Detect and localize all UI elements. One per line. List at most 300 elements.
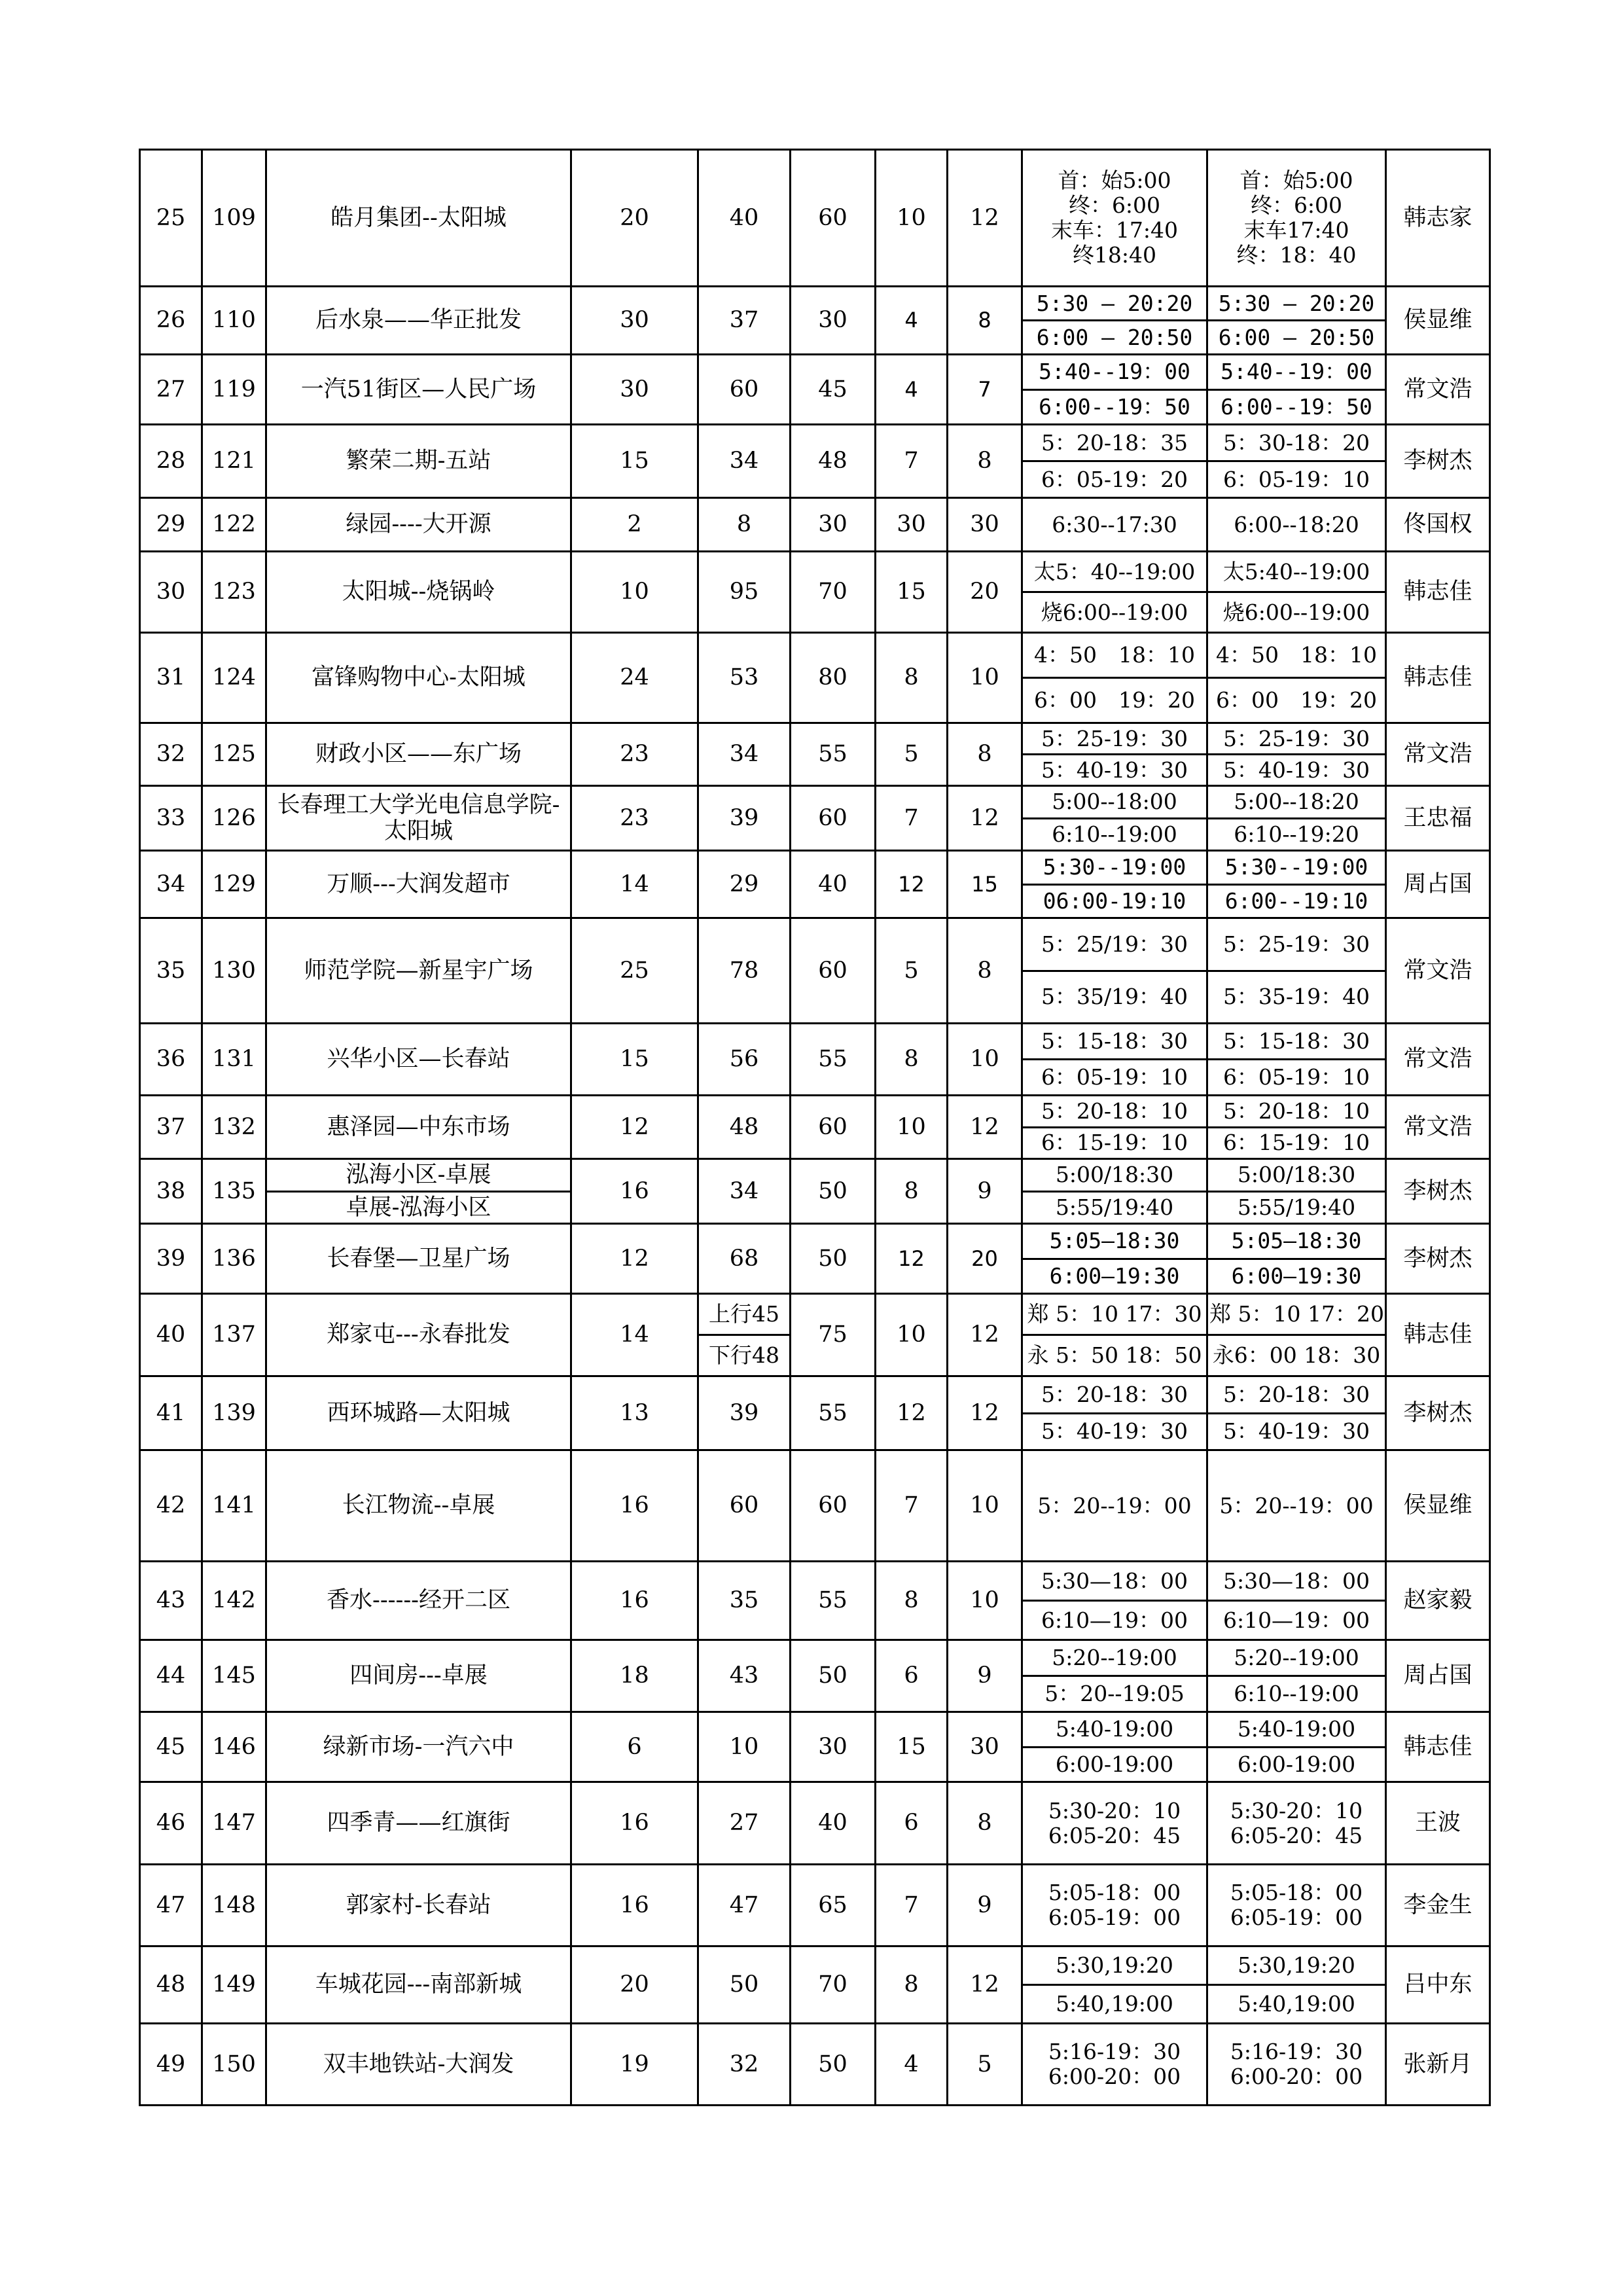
- schedule-line: 5:30,19:20: [1238, 1952, 1355, 1979]
- value-c: 30: [791, 1712, 876, 1782]
- value-d: 8: [876, 1024, 948, 1096]
- row-number: 26: [140, 287, 202, 355]
- schedule-line: 5:30--19:00: [1043, 854, 1186, 880]
- value-e: 20: [948, 552, 1022, 633]
- schedule-a: [1022, 1782, 1207, 1865]
- value-e: 8: [948, 425, 1022, 498]
- value-c: 60: [791, 150, 876, 287]
- schedule-line: 5：35/19：40: [1023, 971, 1206, 1022]
- person-in-charge: 李金生: [1386, 1865, 1490, 1946]
- value-a: 16: [571, 1450, 698, 1562]
- schedule-line: 5：20-18：30: [1222, 1381, 1370, 1407]
- row-number: 34: [140, 851, 202, 918]
- schedule-line: 6：00 19：20: [1208, 678, 1385, 723]
- value-d: 12: [876, 851, 948, 918]
- person-in-charge: 常文浩: [1386, 355, 1490, 425]
- schedule-line: 5:05—18:30: [1231, 1228, 1362, 1254]
- value-c: 30: [791, 287, 876, 355]
- schedule-b: [1207, 786, 1386, 851]
- schedule-line: 6:00-20：00: [1230, 2064, 1363, 2089]
- schedule-a: [1022, 552, 1207, 633]
- schedule-line: 5：25-19：30: [1222, 725, 1370, 751]
- value-d: 12: [876, 1224, 948, 1294]
- schedule-b: [1207, 2024, 1386, 2106]
- value-b: 上行45: [709, 1301, 779, 1327]
- line-number: 146: [202, 1712, 266, 1782]
- value-d: 4: [876, 287, 948, 355]
- schedule-a: [1022, 633, 1207, 723]
- value-d: 12: [876, 1376, 948, 1450]
- value-e: 5: [948, 2024, 1022, 2106]
- table-row: [140, 1224, 1490, 1294]
- schedule-line: 5:30-20：10: [1230, 1797, 1363, 1823]
- route-name: 西环城路—太阳城: [266, 1376, 571, 1450]
- line-number: 131: [202, 1024, 266, 1096]
- value-c: 45: [791, 355, 876, 425]
- route-name: 一汽51街区—人民广场: [266, 355, 571, 425]
- row-number: 46: [140, 1782, 202, 1865]
- value-e: 30: [948, 498, 1022, 552]
- value-b: 8: [698, 498, 791, 552]
- route-name: 万顺---大润发超市: [266, 851, 571, 918]
- schedule-line: 烧6:00--19:00: [1208, 592, 1385, 632]
- schedule-line: 5：35-19：40: [1208, 971, 1385, 1022]
- value-c: 50: [791, 1159, 876, 1224]
- value-e: 12: [948, 1096, 1022, 1159]
- schedule-line: 郑 5：10 17：30: [1027, 1301, 1202, 1327]
- route-cell: [266, 1159, 571, 1224]
- schedule-line: 5:40,19:00: [1208, 1985, 1385, 2023]
- person-in-charge: 吕中东: [1386, 1946, 1490, 2024]
- value-a: 30: [571, 355, 698, 425]
- schedule-a: [1022, 287, 1207, 355]
- schedule-line: 5:55/19:40: [1023, 1191, 1206, 1223]
- value-d: 4: [876, 2024, 948, 2106]
- schedule-b: [1207, 1865, 1386, 1946]
- schedule-b: [1207, 723, 1386, 786]
- schedule-line: 5:05-18：00: [1048, 1880, 1181, 1906]
- value-b: 34: [698, 723, 791, 786]
- value-b: 68: [698, 1224, 791, 1294]
- person-in-charge: 韩志佳: [1386, 633, 1490, 723]
- value-a: 10: [571, 552, 698, 633]
- value-c: 55: [791, 723, 876, 786]
- value-e: 9: [948, 1159, 1022, 1224]
- row-number: 36: [140, 1024, 202, 1096]
- table-row: [140, 851, 1490, 918]
- value-c: 48: [791, 425, 876, 498]
- schedule-b: [1207, 425, 1386, 498]
- table-row: [140, 552, 1490, 633]
- schedule-b: [1207, 1640, 1386, 1712]
- schedule-line: 5:30—18：00: [1041, 1568, 1188, 1594]
- line-number: 122: [202, 498, 266, 552]
- schedule-line: 5：40-19：30: [1208, 1413, 1385, 1449]
- schedule-line: 6:00 — 20:50: [1208, 321, 1385, 354]
- line-number: 148: [202, 1865, 266, 1946]
- schedule-line: 5:40--19：00: [1039, 359, 1190, 385]
- schedule-b: [1207, 1562, 1386, 1640]
- schedule-line: 5:40-19:00: [1237, 1716, 1356, 1742]
- schedule-line: 6:05-20：45: [1230, 1822, 1363, 1848]
- schedule-a: [1022, 723, 1207, 786]
- value-c: 75: [791, 1294, 876, 1376]
- route-name: 富锋购物中心-太阳城: [266, 633, 571, 723]
- bus-schedule-table: [139, 149, 1491, 2106]
- value-e: 7: [948, 355, 1022, 425]
- value-a: 16: [571, 1562, 698, 1640]
- value-e: 15: [948, 851, 1022, 918]
- schedule-b: [1207, 1024, 1386, 1096]
- schedule-line: 5:05—18:30: [1049, 1228, 1180, 1254]
- schedule-line: 5:30-20：10: [1048, 1797, 1181, 1823]
- schedule-line: 终：18：40: [1236, 242, 1357, 268]
- schedule-line: 5：25-19：30: [1222, 931, 1370, 957]
- table-row: [140, 1562, 1490, 1640]
- table-row: [140, 498, 1490, 552]
- line-number: 109: [202, 150, 266, 287]
- value-d: 30: [876, 498, 948, 552]
- value-c: 50: [791, 1640, 876, 1712]
- value-b-split: [698, 1294, 791, 1376]
- value-b: 60: [698, 1450, 791, 1562]
- value-d: 8: [876, 1562, 948, 1640]
- table-row: [140, 1946, 1490, 2024]
- value-e: 20: [948, 1224, 1022, 1294]
- schedule-line: 5:30 — 20:20: [1218, 290, 1375, 316]
- schedule-a: [1022, 918, 1207, 1024]
- person-in-charge: 王忠福: [1386, 786, 1490, 851]
- table-row: [140, 1782, 1490, 1865]
- schedule-line: 5：20--19：00: [1037, 1492, 1192, 1518]
- schedule-line: 郑 5：10 17：20: [1209, 1301, 1384, 1327]
- route-name: 繁荣二期-五站: [266, 425, 571, 498]
- schedule-a: [1022, 1562, 1207, 1640]
- value-b: 39: [698, 786, 791, 851]
- value-a: 13: [571, 1376, 698, 1450]
- value-e: 12: [948, 150, 1022, 287]
- schedule-line: 5：40-19：30: [1208, 755, 1385, 785]
- schedule-a: [1022, 1294, 1207, 1376]
- value-c: 40: [791, 1782, 876, 1865]
- value-c: 50: [791, 2024, 876, 2106]
- schedule-line: 6：05-19：10: [1208, 1060, 1385, 1095]
- schedule-line: 太5:40--19:00: [1222, 558, 1370, 584]
- schedule-b: [1207, 1946, 1386, 2024]
- row-number: 27: [140, 355, 202, 425]
- route-name: 财政小区——东广场: [266, 723, 571, 786]
- person-in-charge: 韩志佳: [1386, 1712, 1490, 1782]
- schedule-line: 5:30,19:20: [1056, 1952, 1173, 1979]
- value-d: 6: [876, 1640, 948, 1712]
- value-a: 23: [571, 723, 698, 786]
- row-number: 44: [140, 1640, 202, 1712]
- table-row: [140, 1096, 1490, 1159]
- value-b: 35: [698, 1562, 791, 1640]
- value-c: 55: [791, 1376, 876, 1450]
- schedule-line: 5：15-18：30: [1041, 1028, 1188, 1054]
- row-number: 48: [140, 1946, 202, 2024]
- schedule-line: 6：05-19：10: [1023, 1060, 1206, 1095]
- value-c: 70: [791, 552, 876, 633]
- value-b: 53: [698, 633, 791, 723]
- value-e: 10: [948, 1450, 1022, 1562]
- value-d: 5: [876, 723, 948, 786]
- line-number: 121: [202, 425, 266, 498]
- line-number: 125: [202, 723, 266, 786]
- value-d: 6: [876, 1782, 948, 1865]
- schedule-b: [1207, 1782, 1386, 1865]
- value-b: 27: [698, 1782, 791, 1865]
- schedule-b: [1207, 633, 1386, 723]
- value-d: 10: [876, 150, 948, 287]
- value-b: 37: [698, 287, 791, 355]
- value-c: 50: [791, 1224, 876, 1294]
- value-d: 10: [876, 1096, 948, 1159]
- schedule-line: 6：05-19：20: [1023, 461, 1206, 497]
- person-in-charge: 李树杰: [1386, 1224, 1490, 1294]
- value-a: 18: [571, 1640, 698, 1712]
- schedule-line: 6：15-19：10: [1208, 1127, 1385, 1158]
- value-d: 7: [876, 425, 948, 498]
- schedule-line: 6:00--19:10: [1208, 884, 1385, 917]
- person-in-charge: 侯显维: [1386, 1450, 1490, 1562]
- schedule-line: 5:30 — 20:20: [1036, 290, 1193, 316]
- value-e: 10: [948, 1562, 1022, 1640]
- schedule-line: 末车：17:40: [1050, 217, 1179, 243]
- schedule-line: 5:40-19:00: [1055, 1716, 1174, 1742]
- person-in-charge: 佟国权: [1386, 498, 1490, 552]
- schedule-b: [1207, 851, 1386, 918]
- table-row: [140, 1294, 1490, 1376]
- value-e: 10: [948, 633, 1022, 723]
- schedule-line: 5:00--18:20: [1234, 789, 1359, 815]
- schedule-line: 5：15-18：30: [1222, 1028, 1370, 1054]
- schedule-line: 5：25/19：30: [1041, 931, 1188, 957]
- value-c: 60: [791, 1450, 876, 1562]
- value-e: 10: [948, 1024, 1022, 1096]
- schedule-line: 永 5：50 18：50: [1023, 1335, 1206, 1376]
- schedule-line: 6:05-19：00: [1230, 1905, 1363, 1930]
- value-c: 30: [791, 498, 876, 552]
- schedule-b: [1207, 1294, 1386, 1376]
- route-name: 绿新市场-一汽六中: [266, 1712, 571, 1782]
- schedule-line: 5：40-19：30: [1023, 755, 1206, 785]
- schedule-line: 6:00--19：50: [1208, 389, 1385, 423]
- value-a: 20: [571, 1946, 698, 2024]
- schedule-b: [1207, 1450, 1386, 1562]
- value-c: 40: [791, 851, 876, 918]
- schedule-line: 5:16-19：30: [1048, 2039, 1181, 2065]
- schedule-line: 5：20-18：10: [1041, 1098, 1188, 1124]
- value-c: 70: [791, 1946, 876, 2024]
- table-row: [140, 1450, 1490, 1562]
- row-number: 32: [140, 723, 202, 786]
- schedule-line: 6:00—19:30: [1023, 1259, 1206, 1293]
- value-b: 50: [698, 1946, 791, 2024]
- schedule-line: 烧6:00--19:00: [1023, 592, 1206, 632]
- line-number: 130: [202, 918, 266, 1024]
- value-a: 16: [571, 1865, 698, 1946]
- schedule-line: 5:55/19:40: [1208, 1191, 1385, 1223]
- schedule-line: 5:20--19:00: [1234, 1645, 1359, 1671]
- schedule-line: 6:00--19：50: [1023, 389, 1206, 423]
- schedule-line: 5：30-18：20: [1222, 429, 1370, 456]
- schedule-line: 6:10—19：00: [1023, 1601, 1206, 1640]
- table-row: [140, 425, 1490, 498]
- schedule-a: [1022, 355, 1207, 425]
- schedule-line: 6：05-19：10: [1208, 461, 1385, 497]
- value-d: 7: [876, 786, 948, 851]
- schedule-a: [1022, 1224, 1207, 1294]
- value-d: 15: [876, 552, 948, 633]
- schedule-b: [1207, 918, 1386, 1024]
- route-name: 长春堡—卫星广场: [266, 1224, 571, 1294]
- row-number: 33: [140, 786, 202, 851]
- schedule-line: 6:00 — 20:50: [1023, 321, 1206, 354]
- value-b: 43: [698, 1640, 791, 1712]
- schedule-b: [1207, 1224, 1386, 1294]
- schedule-line: 5:00/18:30: [1055, 1162, 1174, 1188]
- row-number: 31: [140, 633, 202, 723]
- route-name: 长春理工大学光电信息学院-太阳城: [266, 786, 571, 851]
- line-number: 137: [202, 1294, 266, 1376]
- value-a: 16: [571, 1782, 698, 1865]
- person-in-charge: 赵家毅: [1386, 1562, 1490, 1640]
- value-b: 60: [698, 355, 791, 425]
- schedule-line: 5：20--19:05: [1023, 1676, 1206, 1712]
- row-number: 42: [140, 1450, 202, 1562]
- line-number: 142: [202, 1562, 266, 1640]
- person-in-charge: 周占国: [1386, 851, 1490, 918]
- value-e: 12: [948, 1294, 1022, 1376]
- value-d: 5: [876, 918, 948, 1024]
- route-name: 车城花园---南部新城: [266, 1946, 571, 2024]
- row-number: 25: [140, 150, 202, 287]
- route-name: 双丰地铁站-大润发: [266, 2024, 571, 2106]
- route-name: 后水泉——华正批发: [266, 287, 571, 355]
- person-in-charge: 李树杰: [1386, 425, 1490, 498]
- schedule-a: [1022, 2024, 1207, 2106]
- value-e: 9: [948, 1640, 1022, 1712]
- value-b: 34: [698, 425, 791, 498]
- line-number: 135: [202, 1159, 266, 1224]
- line-number: 136: [202, 1224, 266, 1294]
- schedule-a: [1022, 1640, 1207, 1712]
- route-name: 四间房---卓展: [266, 1640, 571, 1712]
- schedule-line: 6：00 19：20: [1023, 678, 1206, 723]
- schedule-a: [1022, 1450, 1207, 1562]
- table-row: [140, 1712, 1490, 1782]
- value-a: 16: [571, 1159, 698, 1224]
- row-number: 45: [140, 1712, 202, 1782]
- row-number: 40: [140, 1294, 202, 1376]
- value-a: 15: [571, 1024, 698, 1096]
- person-in-charge: 侯显维: [1386, 287, 1490, 355]
- schedule-line: 6:10--19:00: [1208, 1676, 1385, 1712]
- table-row: [140, 1376, 1490, 1450]
- schedule-line: 5：20-18：10: [1222, 1098, 1370, 1124]
- schedule-line: 6:30--17:30: [1052, 511, 1177, 537]
- schedule-a: [1022, 150, 1207, 287]
- route-name: 郭家村-长春站: [266, 1865, 571, 1946]
- table-row: [140, 1159, 1490, 1224]
- schedule-line: 5：20--19：00: [1219, 1492, 1374, 1518]
- route-name: 皓月集团--太阳城: [266, 150, 571, 287]
- schedule-b: [1207, 150, 1386, 287]
- schedule-a: [1022, 1712, 1207, 1782]
- person-in-charge: 李树杰: [1386, 1376, 1490, 1450]
- schedule-a: [1022, 851, 1207, 918]
- value-a: 15: [571, 425, 698, 498]
- schedule-line: 4：50 18：10: [1034, 642, 1195, 668]
- table-body: [140, 150, 1490, 2106]
- table-row: [140, 723, 1490, 786]
- row-number: 35: [140, 918, 202, 1024]
- value-a: 23: [571, 786, 698, 851]
- person-in-charge: 韩志家: [1386, 150, 1490, 287]
- value-a: 6: [571, 1712, 698, 1782]
- person-in-charge: 周占国: [1386, 1640, 1490, 1712]
- person-in-charge: 韩志佳: [1386, 1294, 1490, 1376]
- value-a: 2: [571, 498, 698, 552]
- schedule-line: 首：始5:00: [1240, 168, 1353, 194]
- schedule-a: [1022, 1376, 1207, 1450]
- line-number: 123: [202, 552, 266, 633]
- schedule-line: 终：6:00: [1250, 192, 1343, 219]
- schedule-a: [1022, 425, 1207, 498]
- value-b: 29: [698, 851, 791, 918]
- value-e: 12: [948, 786, 1022, 851]
- line-number: 126: [202, 786, 266, 851]
- person-in-charge: 王波: [1386, 1782, 1490, 1865]
- value-c: 60: [791, 918, 876, 1024]
- schedule-line: 5:00--18:00: [1052, 789, 1177, 815]
- schedule-b: [1207, 287, 1386, 355]
- schedule-a: [1022, 1865, 1207, 1946]
- table-row: [140, 2024, 1490, 2106]
- schedule-line: 6:00-19:00: [1208, 1747, 1385, 1781]
- person-in-charge: 李树杰: [1386, 1159, 1490, 1224]
- table-row: [140, 1024, 1490, 1096]
- value-e: 8: [948, 1782, 1022, 1865]
- table-row: [140, 355, 1490, 425]
- person-in-charge: 常文浩: [1386, 1024, 1490, 1096]
- line-number: 110: [202, 287, 266, 355]
- schedule-b: [1207, 1159, 1386, 1224]
- line-number: 139: [202, 1376, 266, 1450]
- value-c: 55: [791, 1024, 876, 1096]
- value-d: 15: [876, 1712, 948, 1782]
- line-number: 147: [202, 1782, 266, 1865]
- value-b: 56: [698, 1024, 791, 1096]
- line-number: 124: [202, 633, 266, 723]
- schedule-line: 5：20-18：30: [1041, 1381, 1188, 1407]
- table-row: [140, 786, 1490, 851]
- row-number: 28: [140, 425, 202, 498]
- schedule-line: 5:40--19：00: [1221, 359, 1372, 385]
- table-row: [140, 287, 1490, 355]
- value-a: 12: [571, 1224, 698, 1294]
- route-name: 长江物流--卓展: [266, 1450, 571, 1562]
- route-name: 四季青——红旗街: [266, 1782, 571, 1865]
- value-e: 12: [948, 1946, 1022, 2024]
- schedule-a: [1022, 1096, 1207, 1159]
- row-number: 38: [140, 1159, 202, 1224]
- schedule-line: 6:00—19:30: [1208, 1259, 1385, 1293]
- person-in-charge: 常文浩: [1386, 723, 1490, 786]
- route-name: 惠泽园—中东市场: [266, 1096, 571, 1159]
